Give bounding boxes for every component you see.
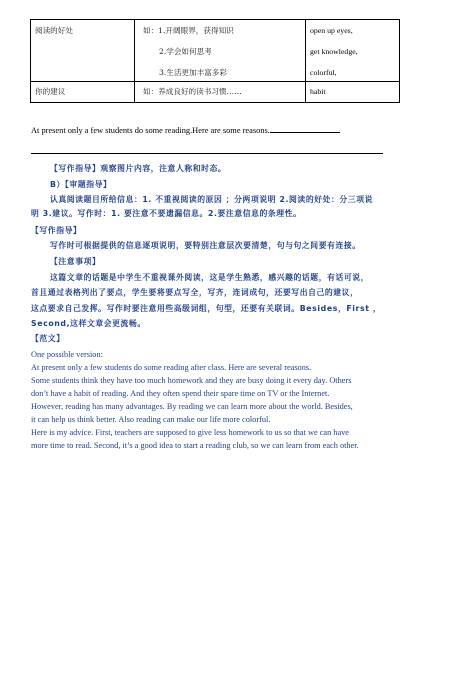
guide-heading: 【范文】 (31, 334, 65, 343)
table-cell-english (306, 20, 400, 82)
guide-heading: 【写作指导】观察图片内容，注意人称和时态。 (50, 164, 227, 173)
guide-paragraph: 明 3.建议。写作时：1. 要注意不要遗漏信息。2.要注意信息的条理性。 (31, 209, 302, 218)
table-cell-chinese (135, 82, 306, 103)
cn-line: 如：养成良好的读书习惯…… (143, 87, 242, 96)
answer-line: don’t have a habit of reading. And they often spend their spare time on TV or the Internet. (31, 389, 330, 398)
prompt-line: At present only a few students do some reading.Here are some reasons. (31, 123, 441, 137)
answer-line: more time to read. Second, it’s a good idea to start a reading club, so we can learn from each other. (31, 441, 359, 450)
answer-line: However, reading has many advantages. By reading we can learn more about the world. Besides, (31, 402, 353, 411)
table-row (31, 82, 400, 103)
guide-paragraph: 认真阅读题目所给信息：1. 不重视阅读的原因 ；分两项说明 2.阅读的好处：分三项说 (50, 195, 374, 204)
answer-intro: One possible version: (31, 350, 103, 359)
info-table (30, 19, 400, 103)
answer-line: Some students think they have too much homework and they are busy doing it every day. Others (31, 376, 352, 385)
table-cell-english (306, 82, 400, 103)
table-row (31, 20, 400, 82)
answer-line: At present only a few students do some reading after class. Here are several reasons. (31, 363, 312, 372)
en-line: open up eyes, (310, 26, 353, 35)
table-cell-chinese (135, 20, 306, 82)
guide-paragraph: 首且通过表格列出了要点，学生要将要点写全，写齐，连词成句，还要写出自己的建议， (31, 288, 359, 297)
guide-paragraph: 写作时可根据提供的信息逐项说明，要特别注意层次要清楚，句与句之间要有连接。 (50, 241, 361, 250)
guide-heading: 【注意事项】 (50, 257, 101, 266)
guide-paragraph: 这篇文章的话题是中学生不重视课外阅读，这是学生熟悉，感兴趣的话题，有话可说， (50, 273, 370, 282)
answer-line: Here is my advice. First, teachers are supposed to give less homework to us so that we can have (31, 428, 349, 437)
answer-line (31, 153, 383, 154)
en-line: colorful, (310, 68, 337, 77)
cn-line: 2.学会如何思考 (159, 47, 212, 56)
model-answer (31, 349, 441, 453)
en-line: get knowledge, (310, 47, 358, 56)
answer-line: it can help us think better. Also reading can make our life more colorful. (31, 415, 271, 424)
cn-line: 3.生活更加丰富多彩 (159, 68, 227, 77)
answer-blank (270, 123, 340, 133)
guide-heading: 【写作指导】 (31, 226, 82, 235)
guide-heading: B）【审题指导】 (50, 180, 112, 189)
cn-line: 如：1.开阔眼界，获得知识 (143, 26, 234, 35)
guide-paragraph: Second,这样文章会更流畅。 (31, 319, 146, 328)
guide-paragraph: 这点要求自己发挥。写作时要注意用些高级词组，句型，还要有关联词。Besides，First ， (31, 304, 382, 313)
table-cell-label: 阅读的好处 (31, 20, 135, 82)
table-cell-label: 你的建议 (31, 82, 135, 103)
en-line: habit (310, 87, 326, 96)
